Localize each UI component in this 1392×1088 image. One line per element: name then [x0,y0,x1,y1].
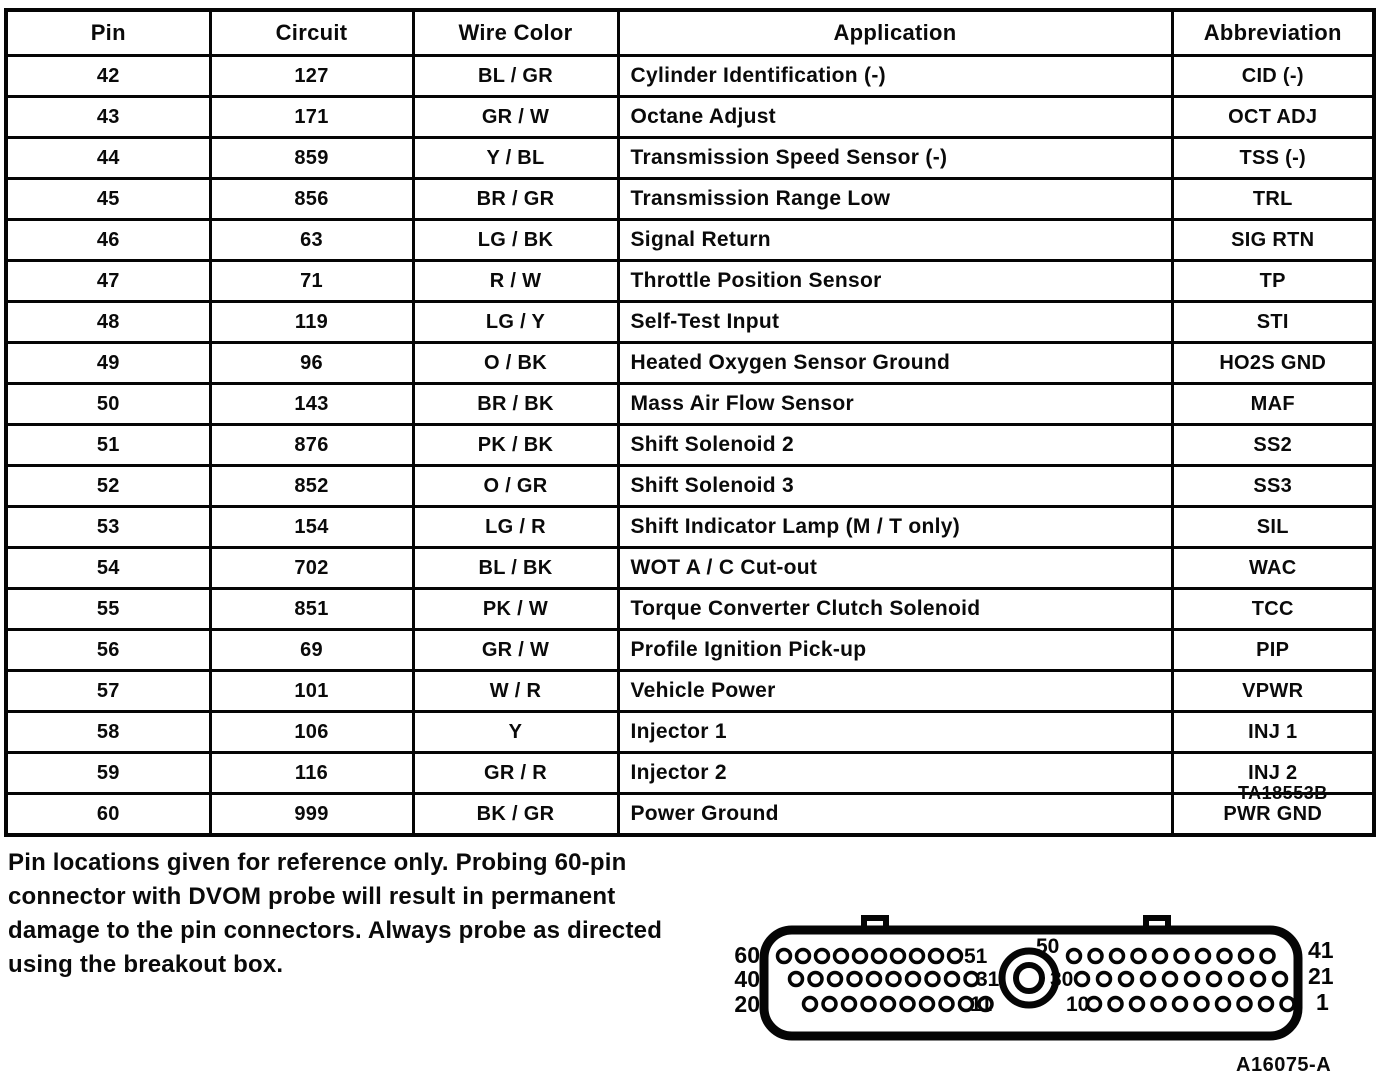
pin-hole-icon [797,950,810,963]
application-cell: Shift Indicator Lamp (M / T only) [618,507,1172,548]
pin-hole-icon [823,998,836,1011]
circuit-cell: 154 [210,507,413,548]
table-row [6,794,1374,836]
circuit-cell: 171 [210,97,413,138]
abbreviation-cell: SIL [1172,507,1374,548]
pin-hole-icon [1260,998,1273,1011]
pin-hole-icon [1230,973,1243,986]
pin-hole-icon [1120,973,1133,986]
application-cell: Torque Converter Clutch Solenoid [618,589,1172,630]
table-row [6,671,1374,712]
pin-label-41: 41 [1308,937,1334,963]
table-row [6,548,1374,589]
circuit-cell: 702 [210,548,413,589]
circuit-cell: 116 [210,753,413,794]
pin-cell: 44 [6,138,210,179]
pin-hole-icon [911,950,924,963]
abbreviation-cell: TP [1172,261,1374,302]
pin-cell: 58 [6,712,210,753]
application-cell: Transmission Range Low [618,179,1172,220]
circuit-cell: 119 [210,302,413,343]
application-cell: Profile Ignition Pick-up [618,630,1172,671]
pin-cell: 47 [6,261,210,302]
pin-hole-icon [816,950,829,963]
pin-hole-icon [854,950,867,963]
col-header-wire-color: Wire Color [413,10,618,56]
pin-hole-icon [862,998,875,1011]
pin-hole-icon [1252,973,1265,986]
pin-label-10: 10 [1066,993,1090,1016]
application-cell: WOT A / C Cut-out [618,548,1172,589]
wire-color-cell: GR / R [413,753,618,794]
wire-color-cell: LG / BK [413,220,618,261]
abbreviation-cell: SS3 [1172,466,1374,507]
table-row [6,589,1374,630]
pin-hole-icon [1111,950,1124,963]
pin-hole-icon [887,973,900,986]
table-row [6,261,1374,302]
circuit-cell: 852 [210,466,413,507]
pin-hole-icon [1164,973,1177,986]
pin-hole-icon [1088,998,1101,1011]
table-row [6,466,1374,507]
application-cell: Power Ground [618,794,1172,836]
table-row [6,507,1374,548]
mounting-hole-inner-icon [1016,965,1042,991]
pin-hole-icon [1208,973,1221,986]
pin-cell: 45 [6,179,210,220]
pin-cell: 55 [6,589,210,630]
pin-hole-icon [868,973,881,986]
pin-hole-icon [1152,998,1165,1011]
pin-hole-icon [873,950,886,963]
application-cell: Cylinder Identification (-) [618,56,1172,97]
application-cell: Transmission Speed Sensor (-) [618,138,1172,179]
abbreviation-cell: TRL [1172,179,1374,220]
circuit-cell: 143 [210,384,413,425]
pin-hole-icon [1174,998,1187,1011]
pin-hole-icon [778,950,791,963]
wire-color-cell: Y [413,712,618,753]
pin-hole-icon [1109,998,1122,1011]
pin-hole-icon [1195,998,1208,1011]
wire-color-cell: O / BK [413,343,618,384]
pin-cell: 46 [6,220,210,261]
circuit-cell: 859 [210,138,413,179]
pin-hole-icon [907,973,920,986]
table-row [6,753,1374,794]
probing-warning-note: Pin locations given for reference only. Probing 60-pin connector with DVOM probe will result in permanent damage to the pin connectors. Always probe as directed using the breakout box. [8,849,663,978]
pin-label-60: 60 [734,942,760,968]
pin-label-31: 31 [976,968,1000,991]
pin-cell: 54 [6,548,210,589]
wire-color-cell: BK / GR [413,794,618,836]
pin-cell: 42 [6,56,210,97]
application-cell: Octane Adjust [618,97,1172,138]
pin-hole-icon [843,998,856,1011]
pin-hole-icon [1281,998,1294,1011]
application-cell: Vehicle Power [618,671,1172,712]
pin-hole-icon [1131,998,1144,1011]
abbreviation-cell: STI [1172,302,1374,343]
col-header-circuit: Circuit [210,10,413,56]
pin-label-21: 21 [1308,963,1334,989]
circuit-cell: 127 [210,56,413,97]
abbreviation-cell: TCC [1172,589,1374,630]
pin-hole-icon [921,998,934,1011]
wire-color-cell: PK / BK [413,425,618,466]
wire-color-cell: R / W [413,261,618,302]
pin-cell: 59 [6,753,210,794]
pin-hole-icon [940,998,953,1011]
abbreviation-cell: HO2S GND [1172,343,1374,384]
application-cell: Heated Oxygen Sensor Ground [618,343,1172,384]
pin-hole-icon [804,998,817,1011]
table-row [6,220,1374,261]
pin-hole-icon [1132,950,1145,963]
pin-label-50: 50 [1036,935,1060,958]
application-cell: Signal Return [618,220,1172,261]
pin-label-11: 11 [970,993,993,1016]
pin-hole-icon [901,998,914,1011]
pin-hole-icon [926,973,939,986]
pin-hole-icon [1142,973,1155,986]
abbreviation-cell: SIG RTN [1172,220,1374,261]
pin-cell: 51 [6,425,210,466]
table-row [6,56,1374,97]
table-figure-code: TA18553B [1238,783,1328,803]
table-row [6,97,1374,138]
col-header-abbreviation: Abbreviation [1172,10,1374,56]
pin-hole-icon [1238,998,1251,1011]
circuit-cell: 63 [210,220,413,261]
abbreviation-cell: WAC [1172,548,1374,589]
abbreviation-cell: INJ 2 [1172,753,1374,794]
table-row [6,343,1374,384]
table-row [6,302,1374,343]
circuit-cell: 856 [210,179,413,220]
wire-color-cell: Y / BL [413,138,618,179]
application-cell: Shift Solenoid 2 [618,425,1172,466]
table-row [6,712,1374,753]
application-cell: Injector 2 [618,753,1172,794]
pin-hole-icon [835,950,848,963]
wire-color-cell: BR / GR [413,179,618,220]
circuit-cell: 999 [210,794,413,836]
circuit-cell: 851 [210,589,413,630]
circuit-cell: 71 [210,261,413,302]
pin-hole-icon [829,973,842,986]
abbreviation-cell: VPWR [1172,671,1374,712]
application-cell: Self-Test Input [618,302,1172,343]
wire-color-cell: GR / W [413,97,618,138]
pin-cell: 57 [6,671,210,712]
wire-color-cell: BL / GR [413,56,618,97]
wire-color-cell: W / R [413,671,618,712]
abbreviation-cell: SS2 [1172,425,1374,466]
pin-hole-icon [1197,950,1210,963]
application-cell: Shift Solenoid 3 [618,466,1172,507]
col-header-pin: Pin [6,10,210,56]
col-header-application: Application [618,10,1172,56]
table-row [6,138,1374,179]
wire-color-cell: LG / R [413,507,618,548]
table-row [6,425,1374,466]
circuit-cell: 876 [210,425,413,466]
application-cell: Injector 1 [618,712,1172,753]
circuit-cell: 106 [210,712,413,753]
pin-hole-icon [1240,950,1253,963]
abbreviation-cell: TSS (-) [1172,138,1374,179]
pin-cell: 50 [6,384,210,425]
pin-hole-icon [1186,973,1199,986]
pin-hole-icon [1274,973,1287,986]
wire-color-cell: BL / BK [413,548,618,589]
pin-hole-icon [1175,950,1188,963]
abbreviation-cell: MAF [1172,384,1374,425]
pin-cell: 48 [6,302,210,343]
wire-color-cell: BR / BK [413,384,618,425]
pin-hole-icon [1068,950,1081,963]
circuit-cell: 69 [210,630,413,671]
wire-color-cell: PK / W [413,589,618,630]
pin-label-1: 1 [1316,989,1329,1015]
pin-hole-icon [930,950,943,963]
connector-figure-code: A16075-A [1236,1054,1332,1076]
pin-hole-icon [882,998,895,1011]
pin-label-20: 20 [734,991,760,1017]
pin-hole-icon [946,973,959,986]
pin-hole-icon [949,950,962,963]
wire-color-cell: GR / W [413,630,618,671]
abbreviation-cell: PIP [1172,630,1374,671]
pin-hole-icon [848,973,861,986]
abbreviation-cell: OCT ADJ [1172,97,1374,138]
pin-cell: 43 [6,97,210,138]
wire-color-cell: LG / Y [413,302,618,343]
pin-cell: 49 [6,343,210,384]
header-row [6,10,1374,56]
pin-hole-icon [1154,950,1167,963]
pin-hole-icon [809,973,822,986]
wire-color-cell: O / GR [413,466,618,507]
application-cell: Mass Air Flow Sensor [618,384,1172,425]
pin-hole-icon [892,950,905,963]
table-row [6,179,1374,220]
pin-hole-icon [1098,973,1111,986]
pin-label-40: 40 [734,966,760,992]
table-row [6,630,1374,671]
pin-hole-icon [1089,950,1102,963]
application-cell: Throttle Position Sensor [618,261,1172,302]
abbreviation-cell: PWR GND [1172,794,1374,836]
circuit-cell: 96 [210,343,413,384]
circuit-cell: 101 [210,671,413,712]
pinout-table-header [6,10,1374,56]
pin-cell: 52 [6,466,210,507]
pin-cell: 56 [6,630,210,671]
pin-cell: 53 [6,507,210,548]
pin-hole-icon [790,973,803,986]
pin-label-51: 51 [964,945,988,968]
pin-hole-icon [1261,950,1274,963]
abbreviation-cell: INJ 1 [1172,712,1374,753]
pin-hole-icon [1217,998,1230,1011]
pin-hole-icon [1076,973,1089,986]
pin-label-30: 30 [1050,968,1074,991]
table-row [6,384,1374,425]
abbreviation-cell: CID (-) [1172,56,1374,97]
pin-cell: 60 [6,794,210,836]
pinout-table [4,8,1376,837]
pin-hole-icon [1218,950,1231,963]
pinout-table-body [6,56,1374,836]
